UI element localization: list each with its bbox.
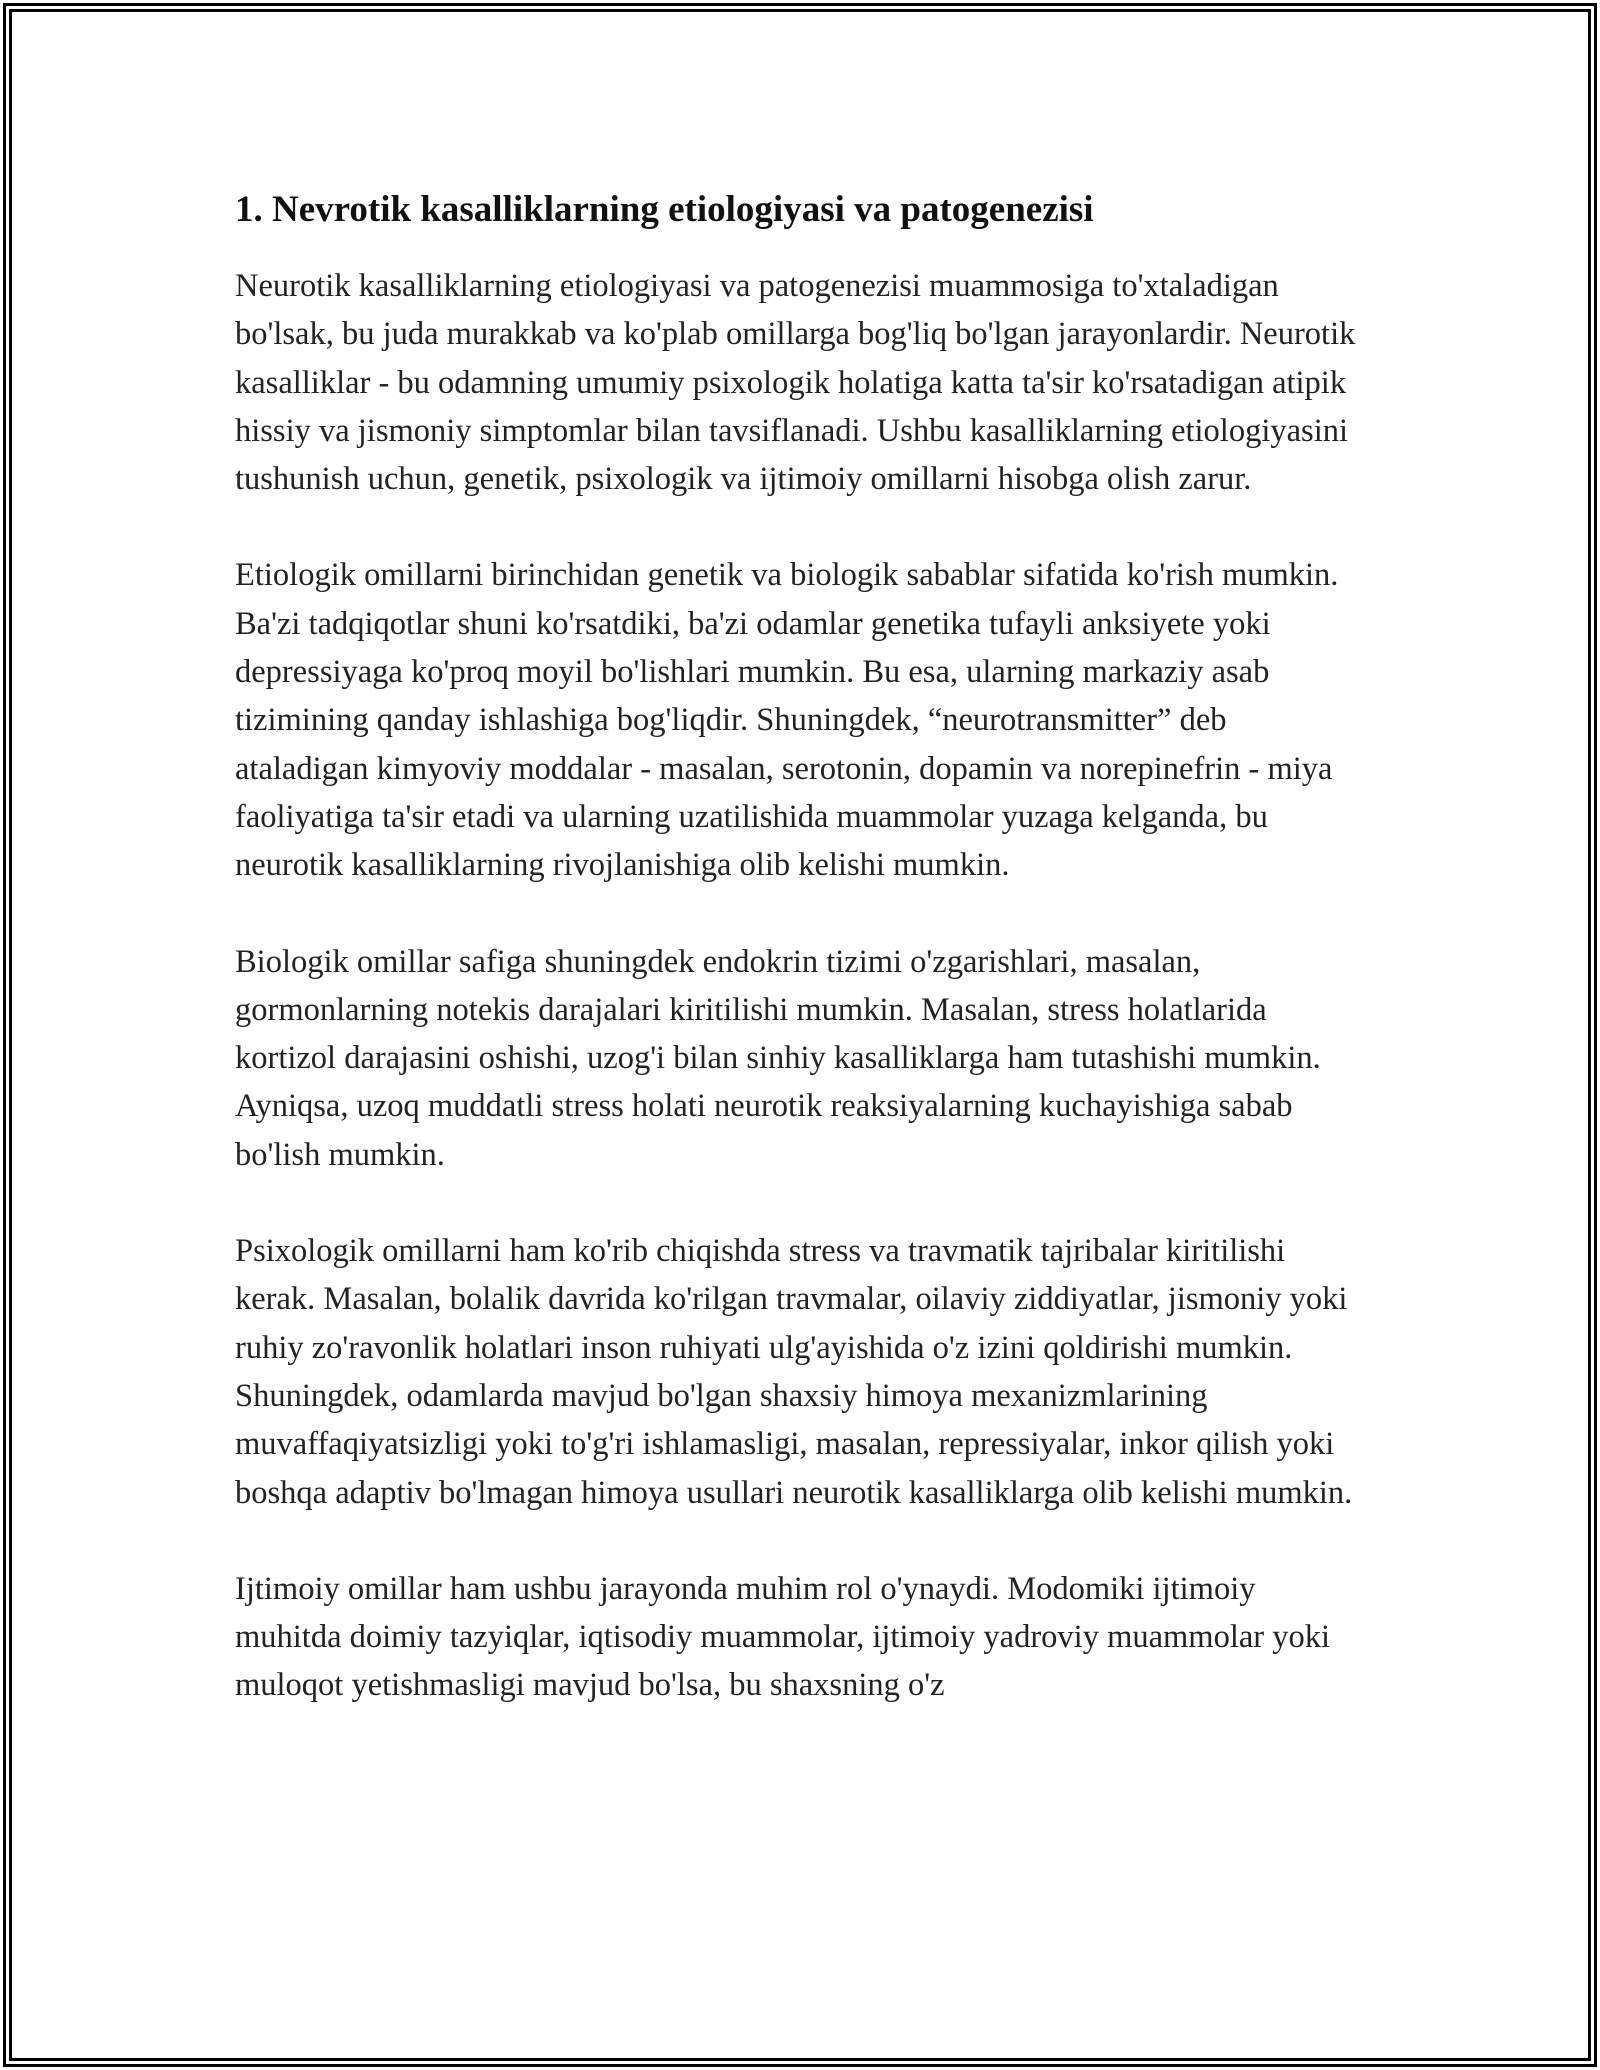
paragraph-psychological-factors: Psixologik omillarni ham ko'rib chiqishda stress va travmatik tajribalar kiritilishi kerak. Masalan, bolalik davrida ko'rilgan travmalar, oilaviy ziddiyatlar, jismoniy yoki ruhiy zo'ravonlik holatlari inson ruhiyati ulg'ayishida o'z izini qoldirishi mumkin. Shuningdek, odamlarda mavjud bo'lgan shaxsiy himoya mexanizmlarining muvaffaqiyatsizligi yoki to'g'ri ishlamasligi, masalan, repressiyalar, inkor qilish yoki boshqa adaptiv bo'lmagan himoya usullari neurotik kasalliklarga olib kelishi mumkin. xyxy=(235,1233,1353,1511)
paragraph-biological-factors: Biologik omillar safiga shuningdek endokrin tizimi o'zgarishlari, masalan, gormonlarning notekis darajalari kiritilishi mumkin. Masalan, stress holatlarida kortizol darajasini oshishi, uzog'i bilan sinhiy kasalliklarga ham tutashishi mumkin. Ayniqsa, uzoq muddatli stress holati neurotik reaksiyalarning kuchayishiga sabab bo'lish mumkin. xyxy=(235,943,1321,1173)
section-heading: 1. Nevrotik kasalliklarning etiologiyasi va patogenezisi xyxy=(235,189,1094,230)
paragraph-social-factors: Ijtimoiy omillar ham ushbu jarayonda muhim rol o'ynaydi. Modomiki ijtimoiy muhitda doimiy tazyiqlar, iqtisodiy muammolar, ijtimoiy yadroviy muammolar yoki muloqot yetishmasligi mavjud bo'lsa, bu shaxsning o'z xyxy=(235,1570,1331,1704)
document-body xyxy=(235,186,1365,1758)
paragraph-genetic-factors: Etiologik omillarni birinchidan genetik va biologik sabablar sifatida ko'rish mumkin. Ba'zi tadqiqotlar shuni ko'rsatdiki, ba'zi odamlar genetika tufayli anksiyete yoki depressiyaga ko'proq moyil bo'lishlari mumkin. Bu esa, ularning markaziy asab tizimining qanday ishlashiga bog'liqdir. Shuningdek, “neurotransmitter” deb ataladigan kimyoviy moddalar - masalan, serotonin, dopamin va norepinefrin - miya faoliyatiga ta'sir etadi va ularning uzatilishida muammolar yuzaga kelganda, bu neurotik kasalliklarning rivojlanishiga olib kelishi mumkin. xyxy=(235,557,1339,884)
paragraph-etiology-intro: Neurotik kasalliklarning etiologiyasi va patogenezisi muammosiga to'xtaladigan bo'lsak, bu juda murakkab va ko'plab omillarga bog'liq bo'lgan jarayonlardir. Neurotik kasalliklar - bu odamning umumiy psixologik holatiga katta ta'sir ko'rsatadigan atipik hissiy va jismoniy simptomlar bilan tavsiflanadi. Ushbu kasalliklarning etiologiyasini tushunish uchun, genetik, psixologik va ijtimoiy omillarni hisobga olish zarur. xyxy=(235,268,1356,498)
